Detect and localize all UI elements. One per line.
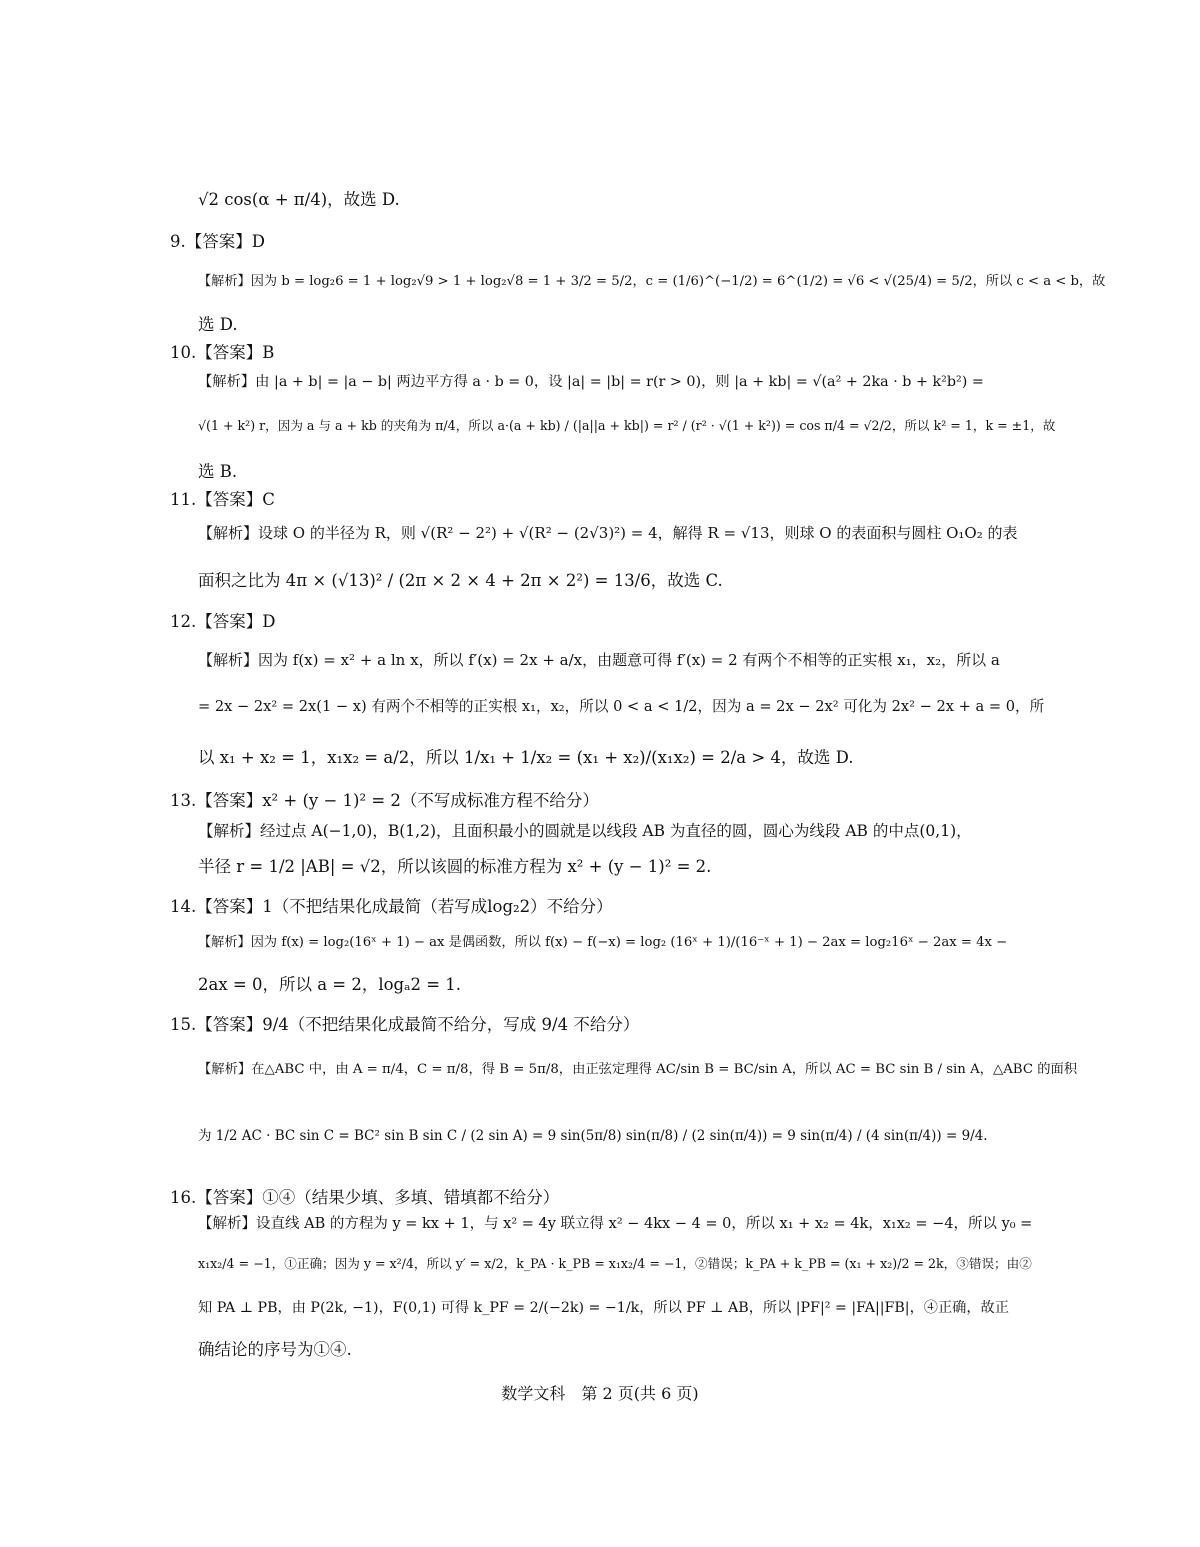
page-footer: 数学文科 第 2 页(共 6 页) — [501, 1384, 699, 1403]
question-16-answer: 16.【答案】①④（结果少填、多填、错填都不给分） — [170, 1188, 560, 1207]
question-13-answer: 13.【答案】x² + (y − 1)² = 2（不写成标准方程不给分） — [170, 791, 599, 810]
text-line: 为 1/2 AC · BC sin C = BC² sin B sin C / (2 sin A) = 9 sin(5π/8) sin(π/8) / (2 sin(π/4)) = 9 sin(π/4) / (4 sin(π/4)) = 9/4. — [198, 1128, 988, 1144]
text-line: 【解析】由 |a + b| = |a − b| 两边平方得 a · b = 0，设 |a| = |b| = r(r > 0)，则 |a + kb| = √(a² + 2ka · b + k²b²) = — [198, 374, 984, 390]
text-line: 2ax = 0，所以 a = 2，logₐ2 = 1. — [198, 975, 462, 994]
text-line: x₁x₂/4 = −1，①正确；因为 y = x²/4，所以 y′ = x/2，k_PA · k_PB = x₁x₂/4 = −1，②错误；k_PA + k_PB = (x₁ + x₂)/2 = 2k，③错误；由② — [198, 1256, 1032, 1271]
question-10-answer: 10.【答案】B — [170, 343, 275, 362]
text-line: 【解析】在△ABC 中，由 A = π/4，C = π/8，得 B = 5π/8，由正弦定理得 AC/sin B = BC/sin A，所以 AC = BC sin B / sin A，△ABC 的面积 — [198, 1062, 1078, 1077]
text-line: 【解析】因为 b = log₂6 = 1 + log₂√9 > 1 + log₂√8 = 1 + 3/2 = 5/2，c = (1/6)^(−1/2) = 6^(1/2) = √6 < √(25/4) = 5/2，所以 c < a < b，故 — [198, 274, 1106, 289]
text-line: 面积之比为 4π × (√13)² / (2π × 2 × 4 + 2π × 2²) = 13/6，故选 C. — [198, 571, 723, 590]
text-line: 【解析】设球 O 的半径为 R，则 √(R² − 2²) + √(R² − (2√3)²) = 4，解得 R = √13，则球 O 的表面积与圆柱 O₁O₂ 的表 — [198, 524, 1018, 542]
text-line: 选 D. — [198, 315, 238, 334]
text-line: = 2x − 2x² = 2x(1 − x) 有两个不相等的正实根 x₁，x₂，所以 0 < a < 1/2，因为 a = 2x − 2x² 可化为 2x² − 2x + a = 0，所 — [198, 698, 1045, 715]
question-12-answer: 12.【答案】D — [170, 612, 276, 631]
text-line: 知 PA ⊥ PB，由 P(2k, −1)，F(0,1) 可得 k_PF = 2/(−2k) = −1/k，所以 PF ⊥ AB，所以 |PF|² = |FA||FB|，④正确，故正 — [198, 1300, 1009, 1316]
text-line: 【解析】设直线 AB 的方程为 y = kx + 1，与 x² = 4y 联立得 x² − 4kx − 4 = 0，所以 x₁ + x₂ = 4k，x₁x₂ = −4，所以 y₀ = — [198, 1216, 1033, 1232]
text-line: 【解析】因为 f(x) = log₂(16ˣ + 1) − ax 是偶函数，所以 f(x) − f(−x) = log₂ (16ˣ + 1)/(16⁻ˣ + 1) − 2ax = log₂16ˣ − 2ax = 4x − — [198, 935, 1008, 950]
question-15-answer: 15.【答案】9/4（不把结果化成最简不给分，写成 9/4 不给分） — [170, 1015, 640, 1034]
text-line: 【解析】因为 f(x) = x² + a ln x，所以 f′(x) = 2x + a/x，由题意可得 f′(x) = 2 有两个不相等的正实根 x₁，x₂，所以 a — [198, 651, 1000, 669]
question-14-answer: 14.【答案】1（不把结果化成最简（若写成log₂2）不给分） — [170, 897, 613, 916]
text-line: 确结论的序号为①④. — [198, 1340, 352, 1359]
text-line: √(1 + k²) r，因为 a 与 a + kb 的夹角为 π/4，所以 a·(a + kb) / (|a||a + kb|) = r² / (r² · √(1 + k²)) = cos π/4 = √2/2，所以 k² = 1，k = ±1，故 — [198, 418, 1056, 433]
text-line: 以 x₁ + x₂ = 1，x₁x₂ = a/2，所以 1/x₁ + 1/x₂ = (x₁ + x₂)/(x₁x₂) = 2/a > 4，故选 D. — [198, 748, 854, 767]
question-11-answer: 11.【答案】C — [170, 490, 275, 509]
text-line: 选 B. — [198, 462, 238, 481]
text-line: 半径 r = 1/2 |AB| = √2，所以该圆的标准方程为 x² + (y − 1)² = 2. — [198, 857, 712, 876]
text-line: √2 cos(α + π/4)，故选 D. — [198, 190, 400, 209]
question-9-answer: 9.【答案】D — [170, 232, 265, 251]
text-line: 【解析】经过点 A(−1,0)，B(1,2)，且面积最小的圆就是以线段 AB 为直径的圆，圆心为线段 AB 的中点(0,1)， — [198, 822, 972, 840]
